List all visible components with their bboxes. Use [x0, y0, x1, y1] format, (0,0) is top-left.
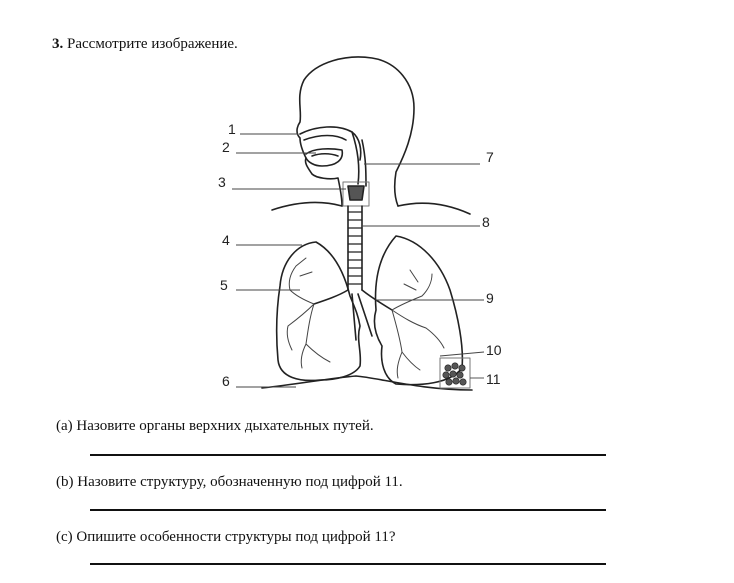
label-5: 5 — [220, 277, 228, 293]
label-7: 7 — [486, 149, 494, 165]
label-10: 10 — [486, 342, 502, 358]
trachea — [348, 206, 362, 290]
larynx — [348, 186, 364, 200]
question-c: (c) Опишите особенности структуры под цифрой 11? — [56, 529, 396, 545]
label-11: 11 — [486, 371, 501, 387]
label-8: 8 — [482, 214, 490, 230]
left-bronchus — [314, 290, 348, 304]
label-1: 1 — [228, 121, 236, 137]
answer-line-a[interactable] — [90, 454, 606, 456]
alveoli — [443, 363, 466, 385]
right-lung — [374, 236, 462, 385]
left-shoulder — [272, 203, 342, 210]
task-number: 3. — [52, 36, 64, 52]
answer-line-b[interactable] — [90, 509, 606, 511]
label-2: 2 — [222, 139, 230, 155]
right-shoulder — [398, 203, 470, 214]
label-6: 6 — [222, 373, 230, 389]
answer-line-c[interactable] — [90, 563, 606, 565]
head-outline — [297, 57, 414, 206]
label-4: 4 — [222, 232, 230, 248]
question-a: (a) Назовите органы верхних дыхательных путей. — [56, 418, 374, 434]
task-text: Рассмотрите изображение. — [67, 36, 238, 52]
label-9: 9 — [486, 290, 494, 306]
label-3: 3 — [218, 174, 226, 190]
question-b: (b) Назовите структуру, обозначенную под цифрой 11. — [56, 474, 403, 490]
oral-cavity — [306, 149, 342, 166]
